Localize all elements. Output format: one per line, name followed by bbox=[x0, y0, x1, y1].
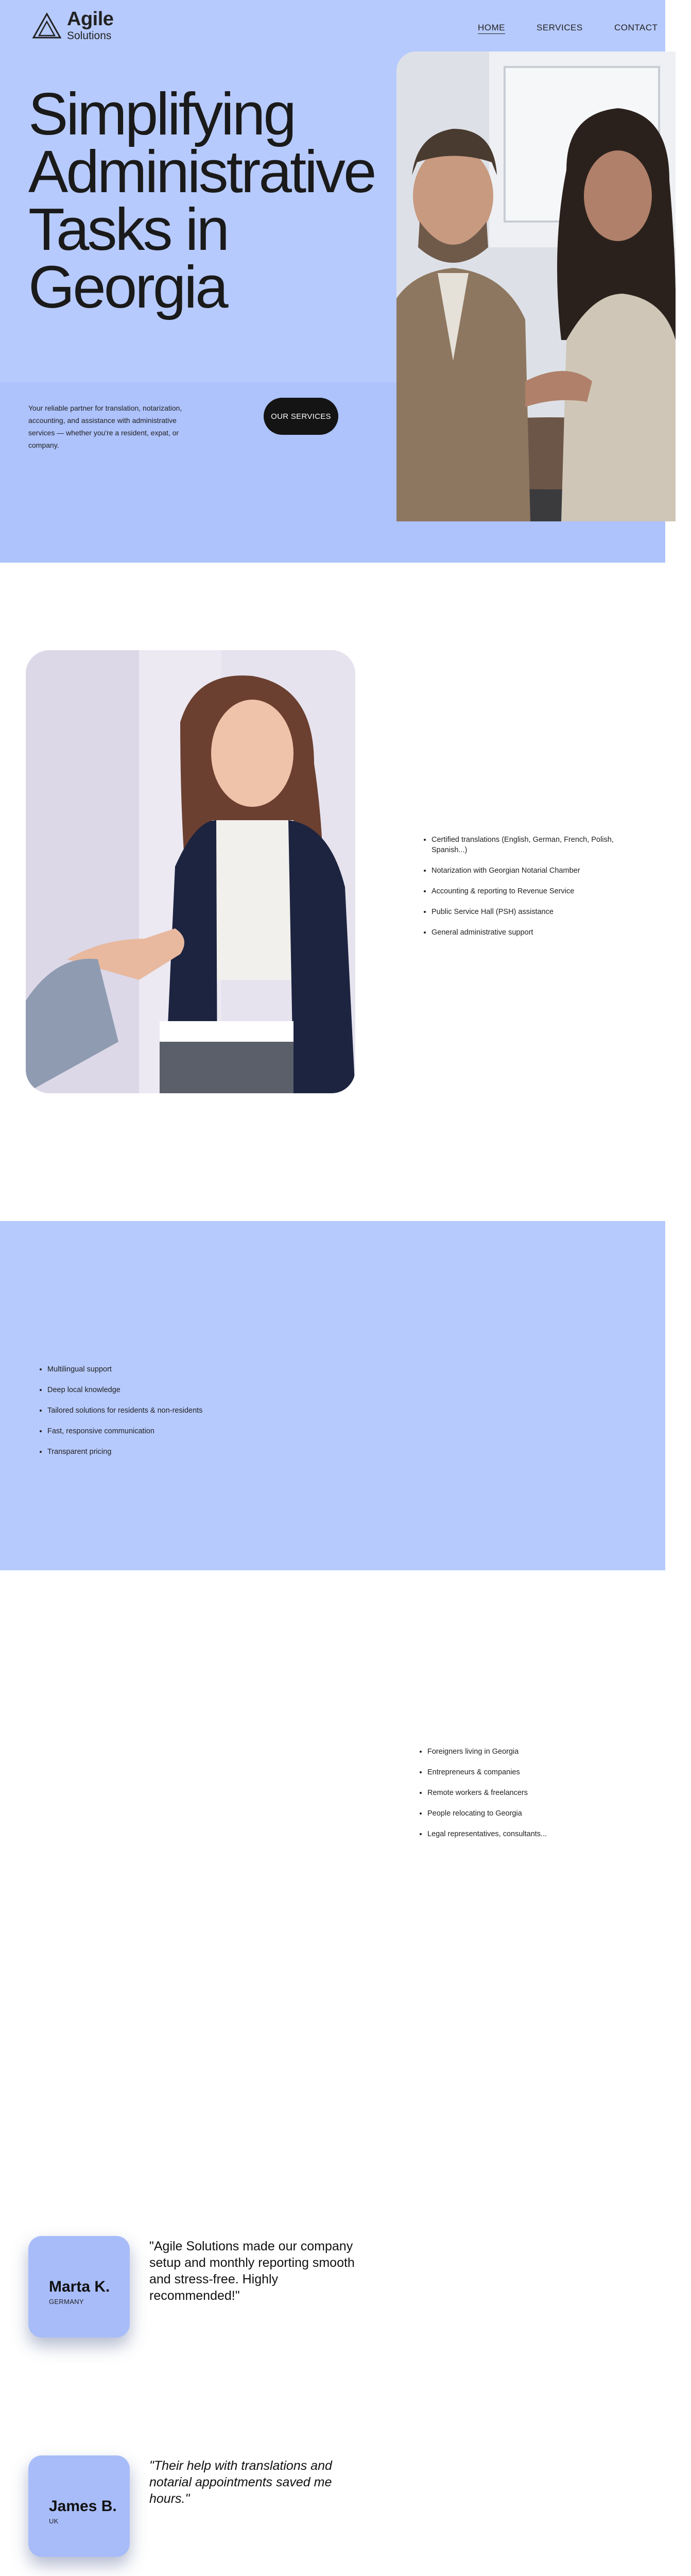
logo-subtitle: Solutions bbox=[67, 30, 112, 42]
testimonial-quote: "Agile Solutions made our company setup and monthly reporting smooth and stress-free. Highly recommended!" bbox=[149, 2239, 355, 2303]
advantage-item: • Deep local knowledge bbox=[47, 1385, 253, 1395]
testimonial-name: Marta K. bbox=[49, 2278, 110, 2295]
testimonial-quote: "Their help with translations and notarial appointments saved me hours." bbox=[149, 2459, 332, 2506]
audience-item: • Remote workers & freelancers bbox=[427, 1788, 623, 1798]
handshake-illustration bbox=[26, 650, 355, 1093]
testimonial-name: James B. bbox=[49, 2498, 117, 2515]
logo-word: Agile bbox=[67, 8, 114, 30]
service-item: • Notarization with Georgian Notarial Chamber bbox=[431, 866, 627, 876]
audience-item: • Foreigners living in Georgia bbox=[427, 1747, 623, 1757]
service-item: • Certified translations (English, German, French, Polish, Spanish...) bbox=[431, 835, 627, 855]
testimonial-country: UK bbox=[49, 2517, 59, 2525]
nav-contact[interactable]: CONTACT bbox=[614, 23, 658, 32]
service-item: • Public Service Hall (PSH) assistance bbox=[431, 907, 627, 917]
advantage-item: • Tailored solutions for residents & non-residents bbox=[47, 1405, 253, 1416]
our-services-button[interactable]: OUR SERVICES bbox=[264, 398, 338, 435]
meeting-illustration bbox=[396, 52, 676, 521]
service-item: • Accounting & reporting to Revenue Service bbox=[431, 886, 627, 896]
advantage-item: • Transparent pricing bbox=[47, 1447, 253, 1457]
triangle-a-logo-icon bbox=[32, 12, 62, 39]
testimonial-card bbox=[28, 2236, 130, 2337]
advantage-item: • Fast, responsive communication bbox=[47, 1426, 253, 1436]
testimonial-card bbox=[28, 2455, 130, 2557]
testimonial-country: GERMANY bbox=[49, 2298, 84, 2306]
audience-item: • People relocating to Georgia bbox=[427, 1808, 623, 1819]
nav-home[interactable]: HOME bbox=[478, 23, 505, 32]
hero-description: Your reliable partner for translation, notarization, accounting, and assistance with administrative services — whether you're a resident, expat, or company. bbox=[28, 404, 182, 449]
advantages-list bbox=[37, 1364, 253, 1467]
services-list bbox=[421, 835, 627, 948]
audience-item: • Entrepreneurs & companies bbox=[427, 1767, 623, 1777]
audience-item: • Legal representatives, consultants... bbox=[427, 1829, 623, 1839]
audience-list bbox=[417, 1747, 623, 1850]
nav-services[interactable]: SERVICES bbox=[537, 23, 583, 32]
site-logo[interactable] bbox=[32, 6, 135, 42]
hero-meeting-photo bbox=[396, 52, 676, 521]
service-item: • General administrative support bbox=[431, 927, 627, 938]
handshake-photo bbox=[26, 650, 355, 1093]
hero-title: Simplifying Administrative Tasks in Georgia bbox=[28, 80, 375, 320]
advantage-item: • Multilingual support bbox=[47, 1364, 253, 1375]
